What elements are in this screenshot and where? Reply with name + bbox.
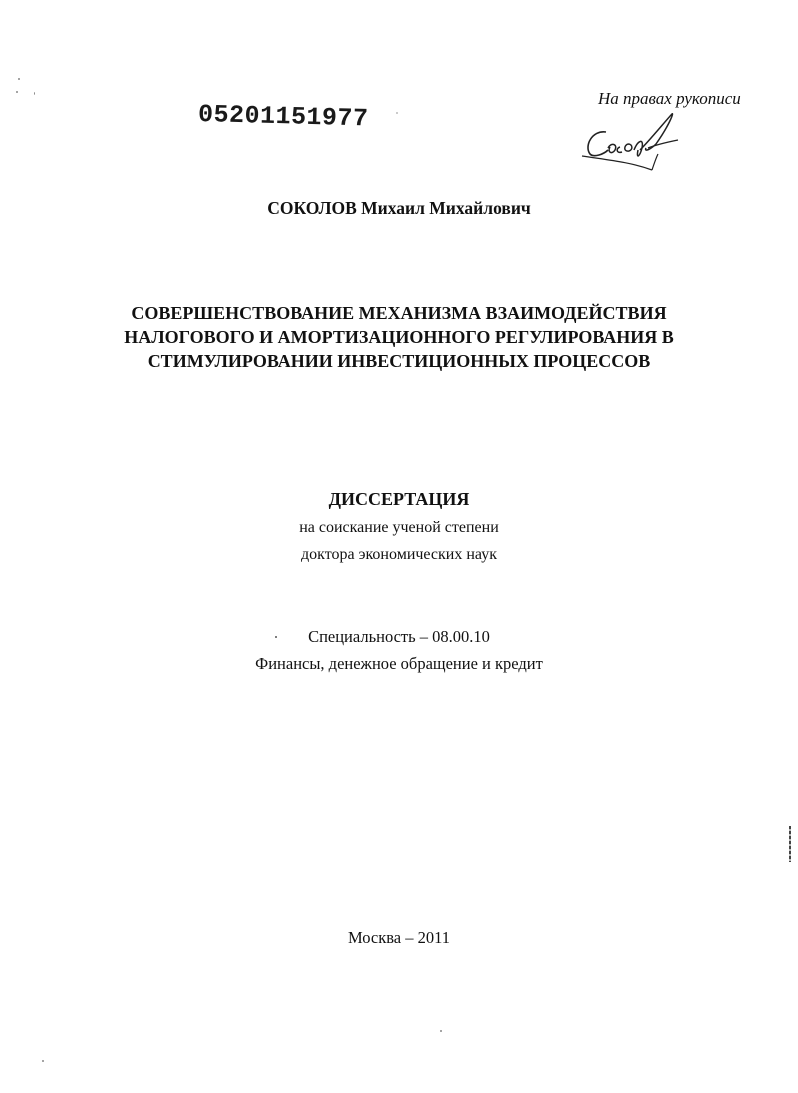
serial-number: 05201151977	[197, 100, 369, 134]
scan-edge-mark	[789, 826, 791, 862]
title-line: НАЛОГОВОГО И АМОРТИЗАЦИОННОГО РЕГУЛИРОВАНИЯ В	[124, 327, 674, 347]
specialty-code: Специальность – 08.00.10	[308, 627, 490, 646]
document-type: ДИССЕРТАЦИЯ	[328, 489, 470, 509]
degree-line-1: на соискание ученой степени	[299, 519, 499, 536]
scan-speck	[275, 636, 277, 638]
specialty-name: Финансы, денежное обращение и кредит	[255, 654, 543, 673]
scan-speck	[396, 112, 398, 114]
scan-speck	[18, 78, 20, 80]
scan-speck	[34, 92, 35, 95]
title-line: СТИМУЛИРОВАНИИ ИНВЕСТИЦИОННЫХ ПРОЦЕССОВ	[147, 351, 651, 371]
scan-speck	[440, 1030, 442, 1032]
dissertation-title	[0, 301, 798, 373]
city-year: Москва – 2011	[347, 928, 451, 947]
author-name: СОКОЛОВ Михаил Михайлович	[267, 198, 531, 218]
scan-speck	[42, 1060, 44, 1062]
scan-speck	[16, 91, 18, 93]
degree-line-2: доктора экономических наук	[301, 546, 497, 563]
rights-note: На правах рукописи	[598, 89, 741, 108]
signature-icon	[578, 110, 688, 176]
title-line: СОВЕРШЕНСТВОВАНИЕ МЕХАНИЗМА ВЗАИМОДЕЙСТВИЯ	[131, 303, 667, 323]
